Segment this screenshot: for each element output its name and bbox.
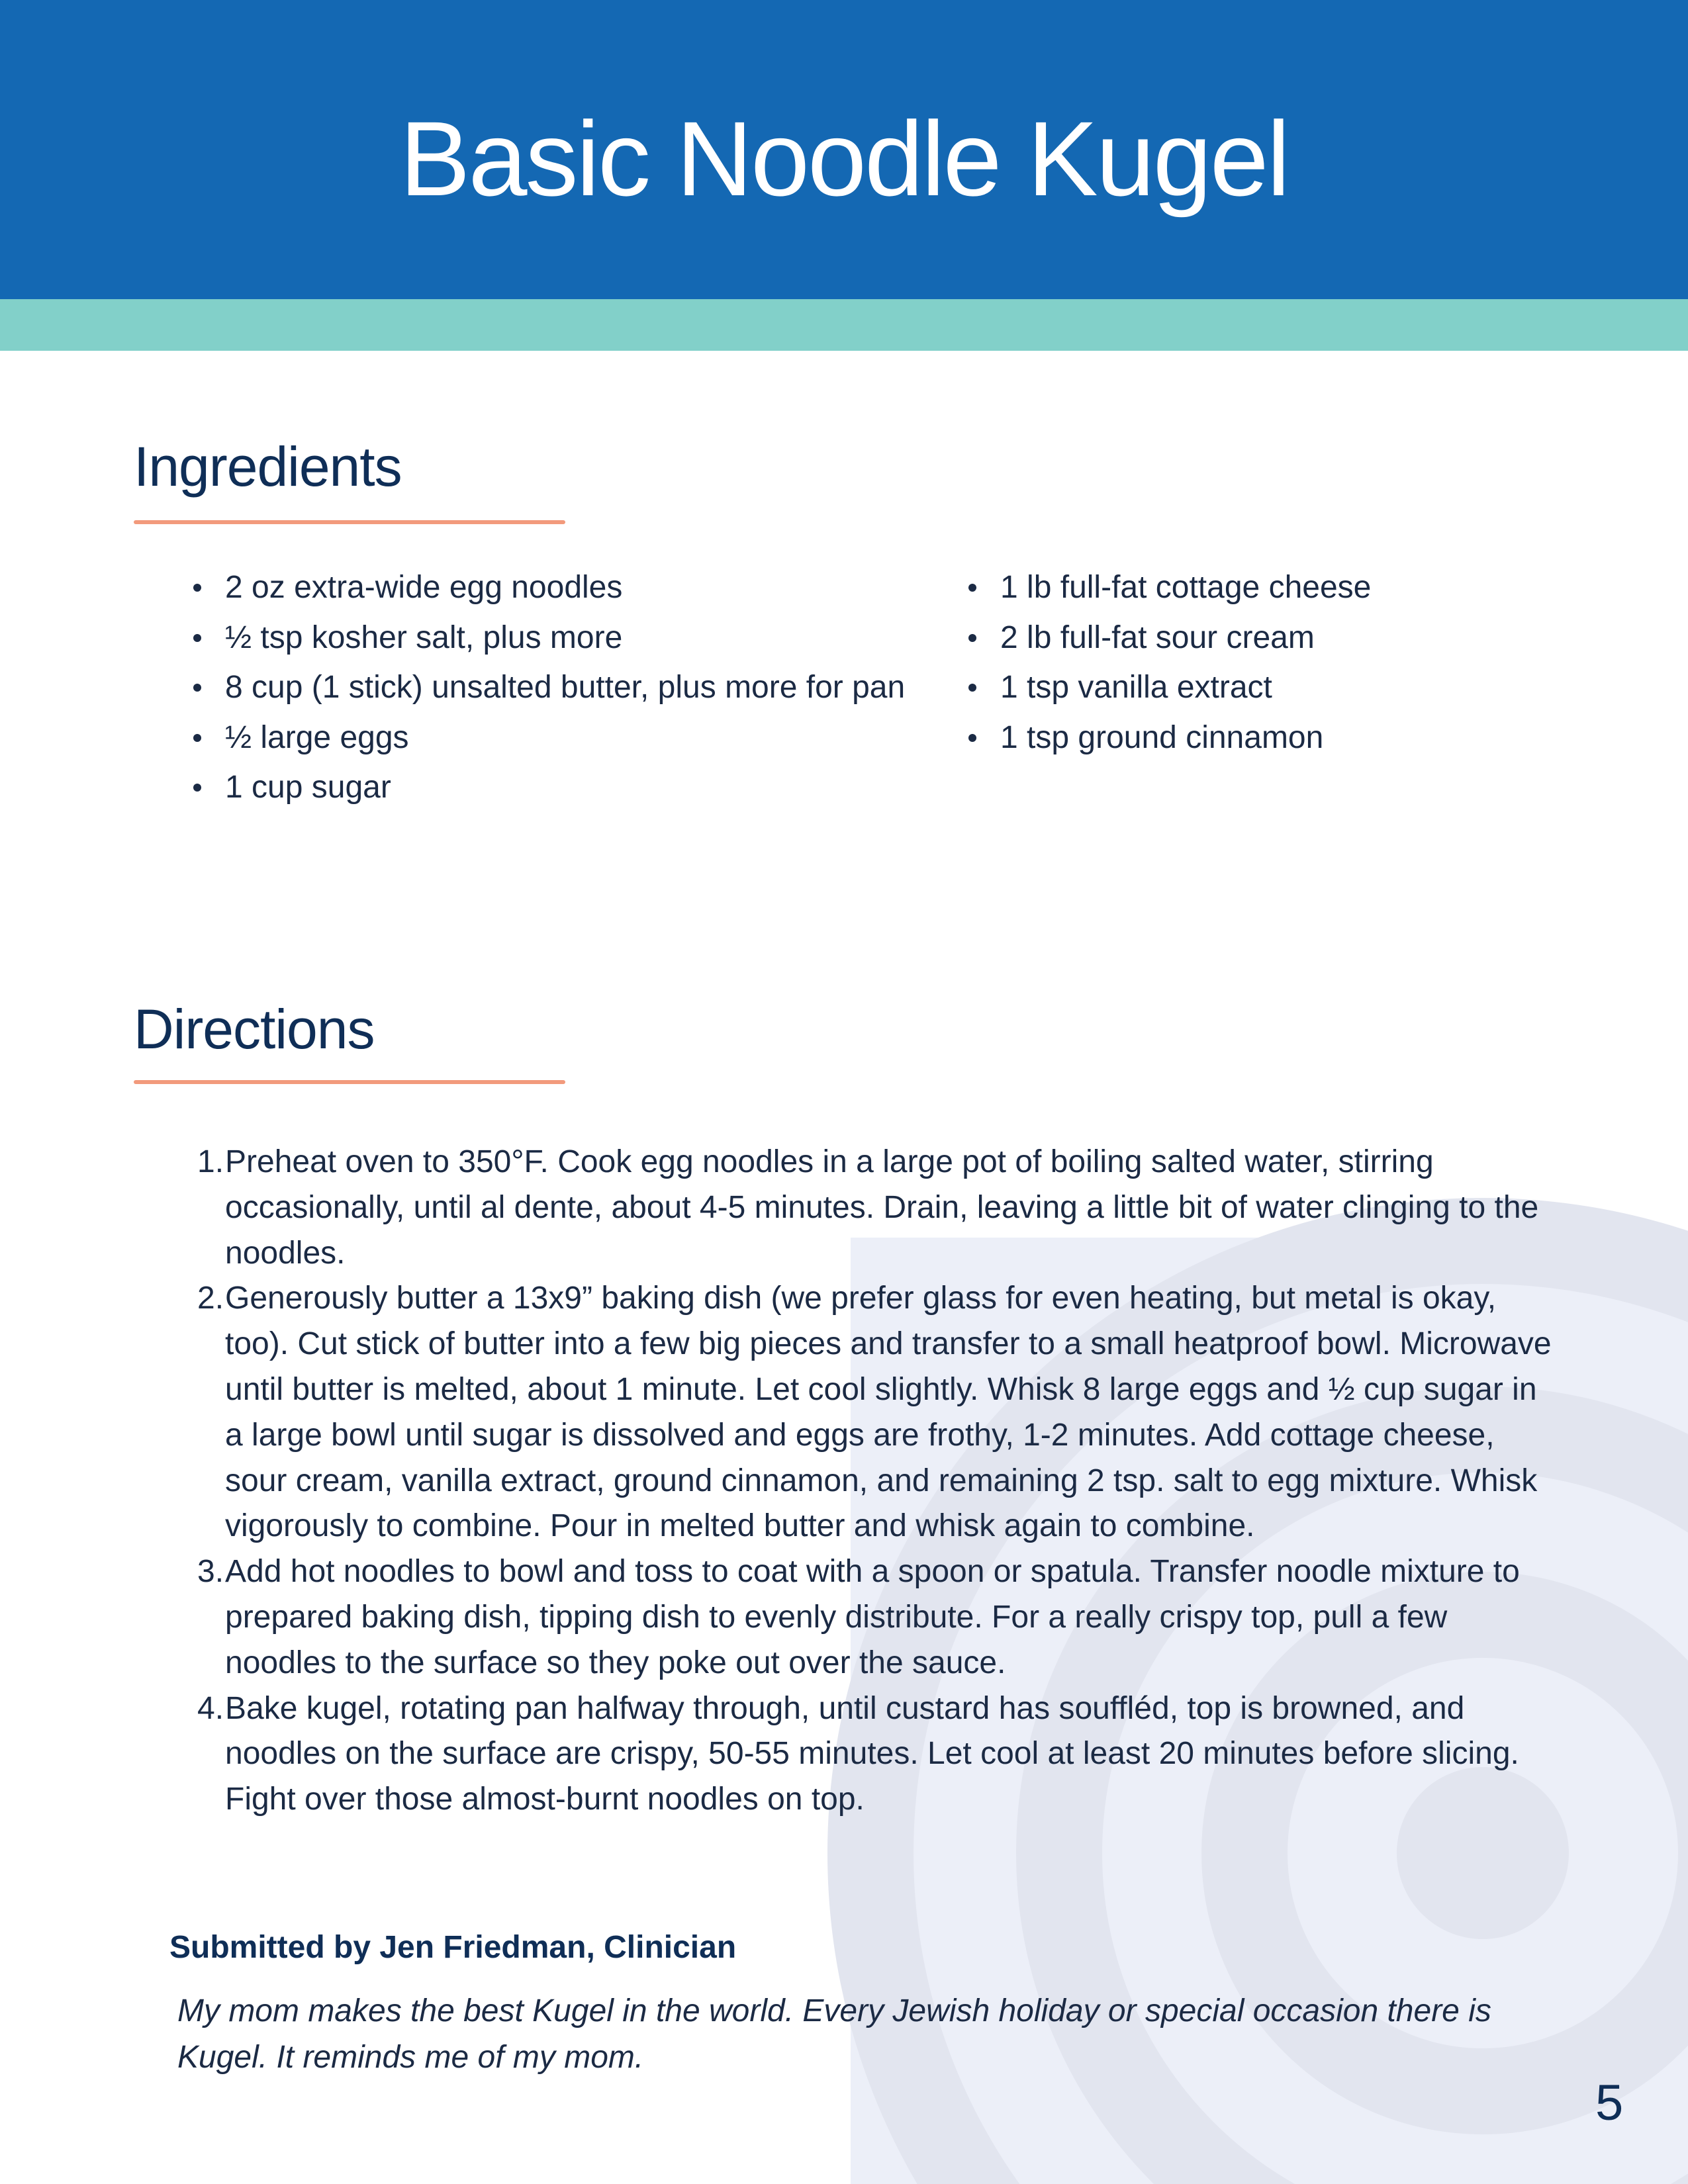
step-text: Bake kugel, rotating pan halfway through, until custard has souffléd, top is browned, and noodles on the surface are crispy, 50-55 minutes. Let cool at least 20 minutes before slicing. Fight over those almost-burnt noodles on top. — [225, 1690, 1519, 1817]
submitted-by: Submitted by Jen Friedman, Clinician — [169, 1930, 737, 1965]
step-number: 1. — [197, 1144, 224, 1179]
step-number: 3. — [197, 1554, 224, 1590]
page-title: Basic Noodle Kugel — [399, 99, 1289, 218]
ingredient-item: 2 oz extra-wide egg noodles — [189, 563, 905, 613]
step-text: Preheat oven to 350°F. Cook egg noodles in a large pot of boiling salted water, stirring occasionally, until al dente, about 4-5 minutes. Drain, leaving a little bit of water clinging to the noodles. — [225, 1144, 1539, 1271]
title-banner — [0, 0, 1688, 299]
accent-band — [0, 299, 1688, 351]
directions-underline — [134, 1080, 565, 1084]
step-number: 4. — [197, 1690, 224, 1726]
direction-step — [179, 1276, 1562, 1549]
ingredient-item: 1 tsp ground cinnamon — [964, 713, 1371, 763]
ingredient-item: 1 tsp vanilla extract — [964, 662, 1371, 713]
direction-step — [179, 1686, 1562, 1823]
ingredients-list-left — [189, 563, 905, 813]
directions-list — [179, 1140, 1562, 1823]
ingredient-item: 2 lb full-fat sour cream — [964, 613, 1371, 663]
ingredient-item: ½ tsp kosher salt, plus more — [189, 613, 905, 663]
ingredients-underline — [134, 520, 565, 524]
ingredients-heading: Ingredients — [134, 435, 402, 498]
ingredient-item: 8 cup (1 stick) unsalted butter, plus more for pan — [189, 662, 905, 713]
step-text: Generously butter a 13x9” baking dish (we prefer glass for even heating, but metal is okay, too). Cut stick of butter into a few big pieces and transfer to a small heatproof bowl. Microwave until butter is melted, about 1 minute. Let cool slightly. Whisk 8 large eggs and ½ cup sugar in a large bowl until sugar is dissolved and eggs are frothy, 1-2 minutes. Add cottage cheese, sour cream, vanilla extract, ground cinnamon, and remaining 2 tsp. salt to egg mixture. Whisk vigorously to combine. Pour in melted butter and whisk again to combine. — [225, 1281, 1552, 1544]
ingredients-list-right — [964, 563, 1371, 762]
page-number: 5 — [1595, 2075, 1624, 2131]
ingredient-item: 1 lb full-fat cottage cheese — [964, 563, 1371, 613]
directions-heading: Directions — [134, 998, 375, 1060]
step-text: Add hot noodles to bowl and toss to coat with a spoon or spatula. Transfer noodle mixture to prepared baking dish, tipping dish to evenly distribute. For a really crispy top, pull a few noodles to the surface so they poke out over the sauce. — [225, 1554, 1520, 1680]
direction-step — [179, 1140, 1562, 1276]
submitter-quote: My mom makes the best Kugel in the world. Every Jewish holiday or special occasion there is Kugel. It reminds me of my mom. — [177, 1993, 1491, 2075]
ingredient-item: 1 cup sugar — [189, 762, 905, 813]
ingredient-item: ½ large eggs — [189, 713, 905, 763]
direction-step — [179, 1549, 1562, 1686]
step-number: 2. — [197, 1281, 224, 1316]
